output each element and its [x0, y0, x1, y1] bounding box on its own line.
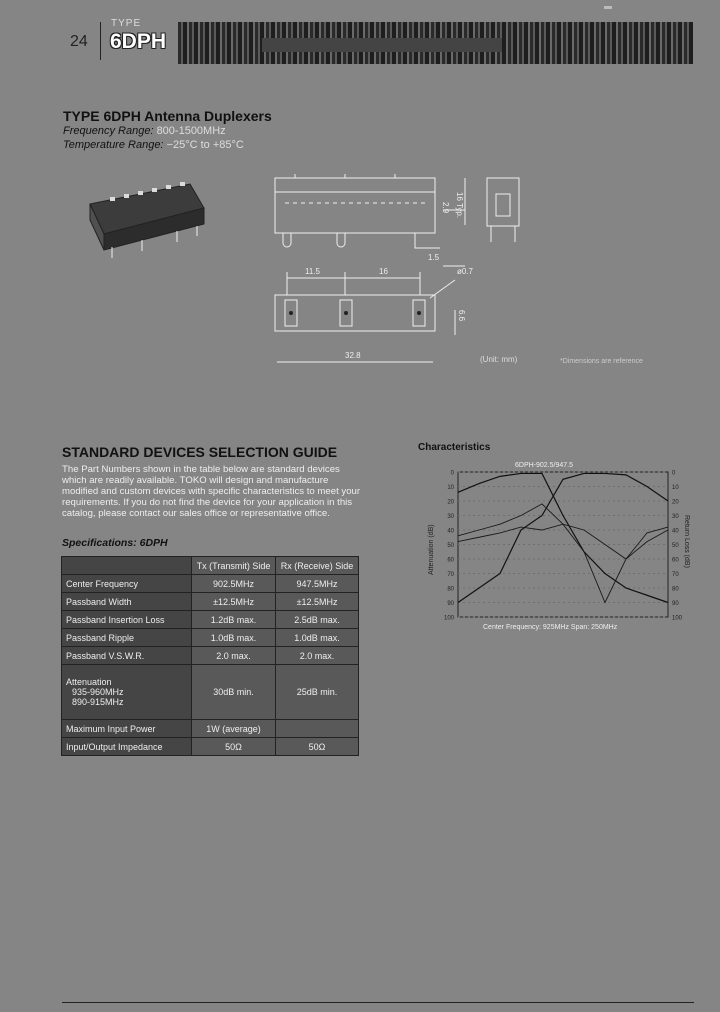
- page-number: 24: [70, 33, 88, 50]
- row-label: Attenuation: [66, 677, 112, 687]
- dim-11-5: 11.5: [305, 267, 320, 276]
- table-row: [62, 575, 359, 593]
- dimension-drawing: [265, 170, 675, 370]
- dim-32-8: 32.8: [345, 351, 361, 360]
- chart-ylabel: Attenuation (dB): [428, 524, 435, 575]
- dim-6-6: 6.6: [457, 310, 466, 322]
- chart-subtitle: 6DPH-902.5/947.5: [515, 462, 573, 469]
- table-header-blank: [62, 557, 192, 575]
- row-tx: 1W (average): [192, 720, 276, 738]
- dim-dia-0-7: ø0.7: [457, 267, 474, 276]
- row-label: Center Frequency: [62, 575, 192, 593]
- chart-y-tick-label-right: 80: [672, 586, 679, 593]
- type-label: TYPE: [111, 18, 142, 29]
- header-divider: [100, 22, 101, 60]
- chart-y-tick-label: 40: [447, 528, 454, 535]
- table-row: [62, 629, 359, 647]
- row-label: Input/Output Impedance: [62, 738, 192, 756]
- dim-2-9: 2.9: [441, 202, 450, 214]
- chart-y-tick-label: 60: [447, 557, 454, 564]
- table-row: [62, 611, 359, 629]
- table-header-row: [62, 557, 359, 575]
- corner-mark: [604, 6, 612, 9]
- chart-y-tick-label: 30: [447, 514, 454, 520]
- table-row: [62, 647, 359, 665]
- chart-series-line: [458, 473, 668, 602]
- chart-series-line: [458, 473, 668, 602]
- row-tx: ±12.5MHz: [192, 593, 276, 611]
- row-rx: 50Ω: [276, 738, 359, 756]
- chart-y-tick-label-right: 30: [672, 514, 679, 520]
- table-header-rx: Rx (Receive) Side: [276, 557, 359, 575]
- row-rx: 2.5dB max.: [276, 611, 359, 629]
- row-rx: [276, 720, 359, 738]
- chart-y-tick-label-right: 0: [672, 470, 676, 477]
- row-rx: 947.5MHz: [276, 575, 359, 593]
- row-tx: 2.0 max.: [192, 647, 276, 665]
- chart-series-line: [458, 524, 668, 559]
- dim-1-5: 1.5: [428, 253, 440, 262]
- chart-y-tick-label: 80: [447, 586, 454, 593]
- temperature-range-value: −25°C to +85°C: [166, 139, 244, 151]
- characteristics-chart: [415, 455, 690, 635]
- table-row: [62, 720, 359, 738]
- guide-heading: STANDARD DEVICES SELECTION GUIDE: [62, 444, 338, 460]
- row-label: Passband Insertion Loss: [62, 611, 192, 629]
- header-banner-band: [262, 38, 502, 52]
- chart-y-tick-label-right: 40: [672, 528, 679, 535]
- chart-ylabel-right: Return Loss (dB): [683, 515, 690, 568]
- row-label: Passband Width: [62, 593, 192, 611]
- chart-y-tick-label-right: 100: [672, 615, 683, 622]
- row-sublabel: 935-960MHz: [72, 687, 124, 697]
- chart-y-tick-label: 50: [447, 543, 454, 549]
- unit-note: (Unit: mm): [480, 355, 518, 364]
- chart-y-tick-label: 70: [447, 572, 454, 578]
- dim-16: 16: [379, 267, 388, 276]
- specs-title: Specifications: 6DPH: [62, 537, 168, 549]
- type-code: 6DPH: [110, 30, 167, 53]
- table-row: [62, 593, 359, 611]
- row-sublabel: 890-915MHz: [72, 697, 124, 707]
- row-label: Passband V.S.W.R.: [62, 647, 192, 665]
- row-rx: 25dB min.: [276, 665, 359, 720]
- table-header-tx: Tx (Transmit) Side: [192, 557, 276, 575]
- guide-paragraph: The Part Numbers shown in the table below are standard devices which are readily available. TOKO will design and manufacture modified and custom devices with specific characteristics to meet your requirements. If you do not find the device for your application in this catalog, please contact our sales office or representative office.: [62, 464, 361, 519]
- dim-16-typ: 16 Typ.: [455, 192, 464, 219]
- frequency-range-label: Frequency Range:: [63, 125, 154, 137]
- chart-y-tick-label-right: 70: [672, 572, 679, 578]
- product-photo: [82, 172, 212, 262]
- row-tx: 902.5MHz: [192, 575, 276, 593]
- table-row: [62, 738, 359, 756]
- chart-y-tick-label-right: 10: [672, 485, 679, 491]
- row-label: Passband Ripple: [62, 629, 192, 647]
- chart-y-tick-label-right: 20: [672, 499, 679, 506]
- chart-y-tick-label-right: 50: [672, 543, 679, 549]
- row-rx: 2.0 max.: [276, 647, 359, 665]
- row-label: Maximum Input Power: [62, 720, 192, 738]
- temperature-range-label: Temperature Range:: [63, 139, 164, 151]
- row-rx: ±12.5MHz: [276, 593, 359, 611]
- chart-y-tick-label: 0: [450, 470, 454, 477]
- frequency-range-value: 800-1500MHz: [156, 125, 226, 137]
- spec-table: [61, 556, 359, 756]
- row-tx: 1.0dB max.: [192, 629, 276, 647]
- chart-xlabel: Center Frequency: 925MHz Span: 250MHz: [483, 624, 618, 631]
- table-row: [62, 665, 359, 720]
- chart-y-tick-label-right: 60: [672, 557, 679, 564]
- row-tx: 50Ω: [192, 738, 276, 756]
- chart-y-tick-label: 20: [447, 499, 454, 506]
- frequency-range: [63, 125, 226, 137]
- temperature-range: [63, 139, 244, 151]
- chart-y-tick-label: 10: [447, 485, 454, 491]
- row-rx: 1.0dB max.: [276, 629, 359, 647]
- bottom-rule: [62, 1002, 694, 1003]
- chart-title: Characteristics: [418, 442, 491, 453]
- chart-y-tick-label: 100: [443, 615, 454, 622]
- chart-y-tick-label-right: 90: [672, 601, 679, 607]
- product-title: TYPE 6DPH Antenna Duplexers: [63, 108, 272, 124]
- dimension-note: *Dimensions are reference: [560, 358, 643, 365]
- chart-y-tick-label: 90: [447, 601, 454, 607]
- row-tx: 30dB min.: [192, 665, 276, 720]
- row-tx: 1.2dB max.: [192, 611, 276, 629]
- row-label-attenuation: [62, 665, 192, 720]
